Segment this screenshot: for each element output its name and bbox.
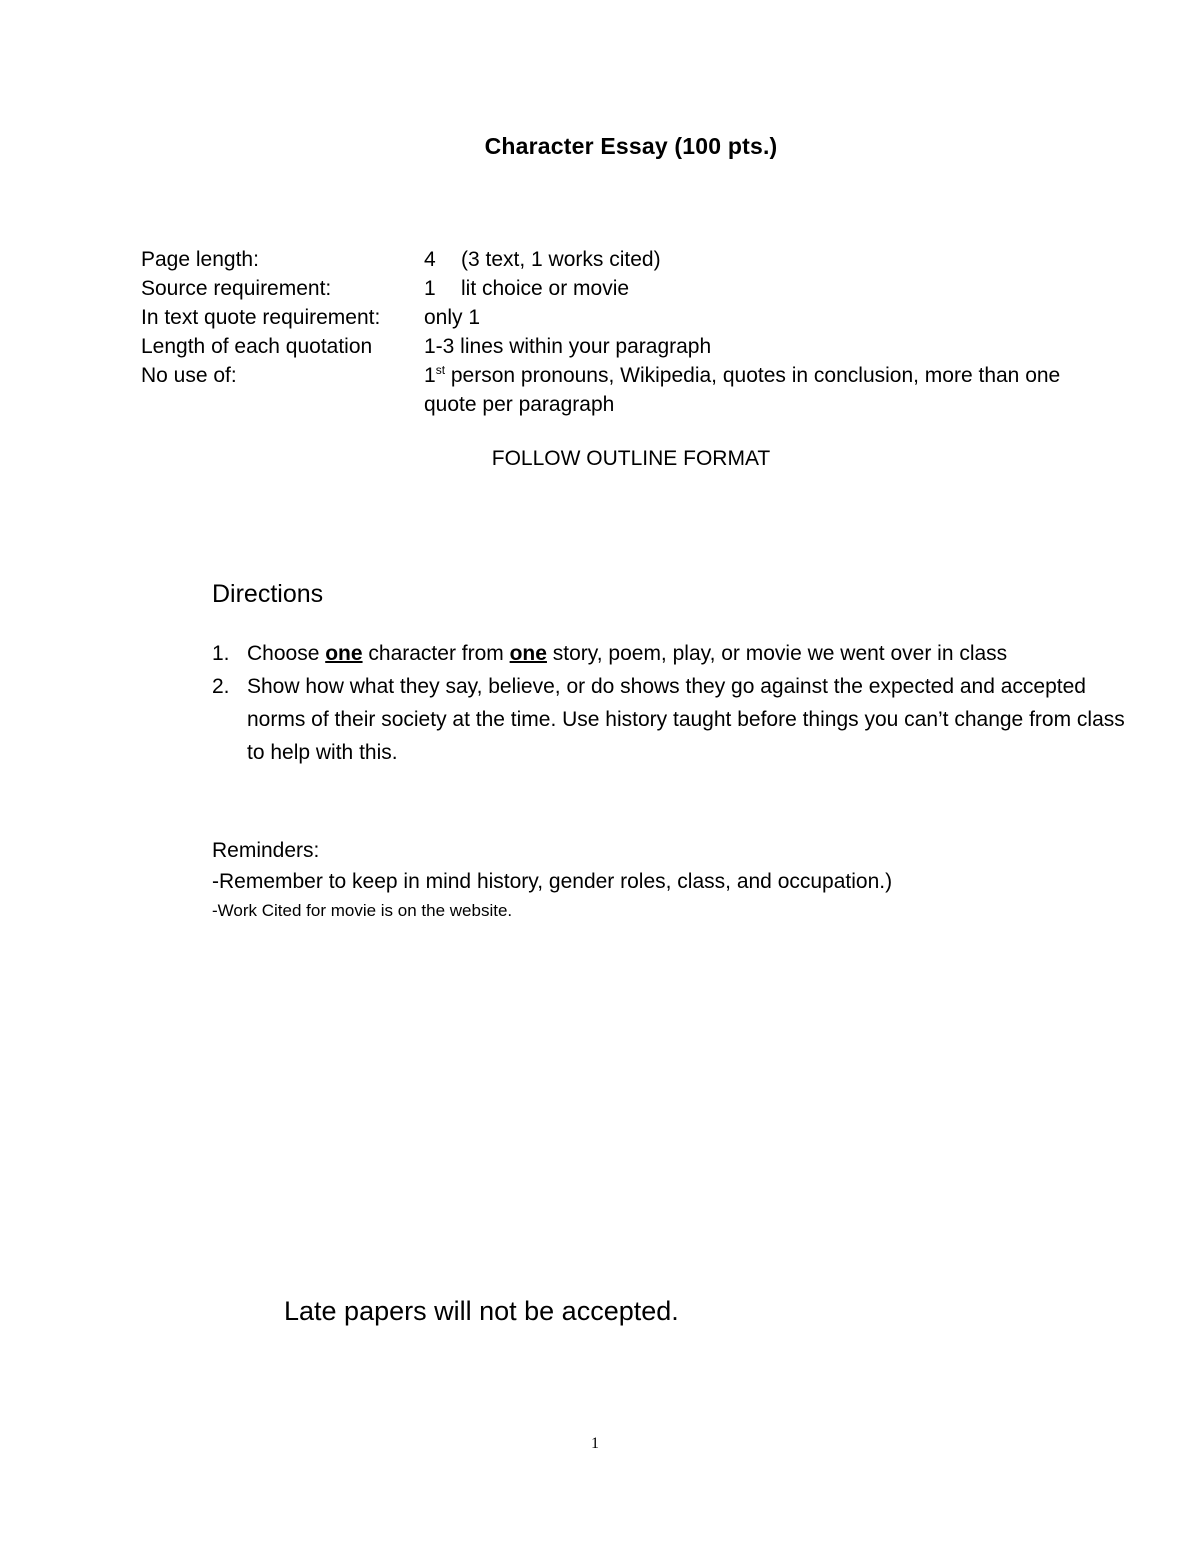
requirement-row-quote [141, 303, 1081, 332]
directions-heading: Directions [212, 580, 324, 608]
direction-item [212, 670, 1132, 769]
reminder-item: -Remember to keep in mind history, gender roles, class, and occupation.) [212, 870, 893, 893]
requirement-row-source [141, 274, 1081, 303]
reminders-heading: Reminders: [212, 839, 320, 862]
requirement-value [424, 245, 1081, 274]
direction-text-part: Choose [247, 642, 326, 665]
page-number: 1 [591, 1435, 599, 1452]
requirement-value [424, 274, 1081, 303]
document-title: Character Essay (100 pts.) [484, 133, 778, 159]
requirement-label: No use of: [141, 364, 237, 387]
requirement-text: lit choice or movie [461, 277, 630, 300]
emphasis-one: one [325, 642, 363, 665]
emphasis-one: one [509, 642, 547, 665]
reminders-section [212, 835, 1132, 925]
directions-list [212, 637, 1132, 769]
requirement-label: Length of each quotation [141, 335, 373, 358]
requirement-ordinal-suffix: st [435, 363, 446, 377]
direction-text-part: character from [362, 642, 510, 665]
requirement-row-no-use [141, 361, 1081, 419]
requirement-text: person pronouns, Wikipedia, quotes in conclusion, more than one quote per paragraph [424, 364, 1061, 416]
late-papers-notice: Late papers will not be accepted. [284, 1296, 679, 1326]
requirement-label: Page length: [141, 248, 259, 271]
direction-item [212, 637, 1132, 670]
requirement-row-page-length [141, 245, 1081, 274]
requirement-label: In text quote requirement: [141, 306, 381, 329]
requirement-text: (3 text, 1 works cited) [461, 248, 661, 271]
requirement-value: 1-3 lines within your paragraph [424, 335, 712, 358]
requirement-value: only 1 [424, 306, 481, 329]
direction-text: Show how what they say, believe, or do shows they go against the expected and accepted norms of their society at the time. Use history taught before things you can’t change from class to help with this. [247, 675, 1125, 764]
requirement-ordinal: 1 [424, 364, 436, 387]
requirement-label: Source requirement: [141, 277, 332, 300]
requirement-number: 1 [424, 277, 436, 300]
requirement-number: 4 [424, 248, 436, 271]
follow-outline-note: FOLLOW OUTLINE FORMAT [491, 447, 771, 470]
direction-text [247, 637, 1132, 670]
requirements-table [141, 245, 1081, 419]
direction-number: 1. [212, 642, 230, 665]
requirement-row-quotation-length [141, 332, 1081, 361]
direction-text-part: story, poem, play, or movie we went over in class [546, 642, 1008, 665]
reminder-item: -Work Cited for movie is on the website. [212, 901, 513, 920]
direction-number: 2. [212, 675, 230, 698]
requirement-value [424, 361, 1081, 419]
